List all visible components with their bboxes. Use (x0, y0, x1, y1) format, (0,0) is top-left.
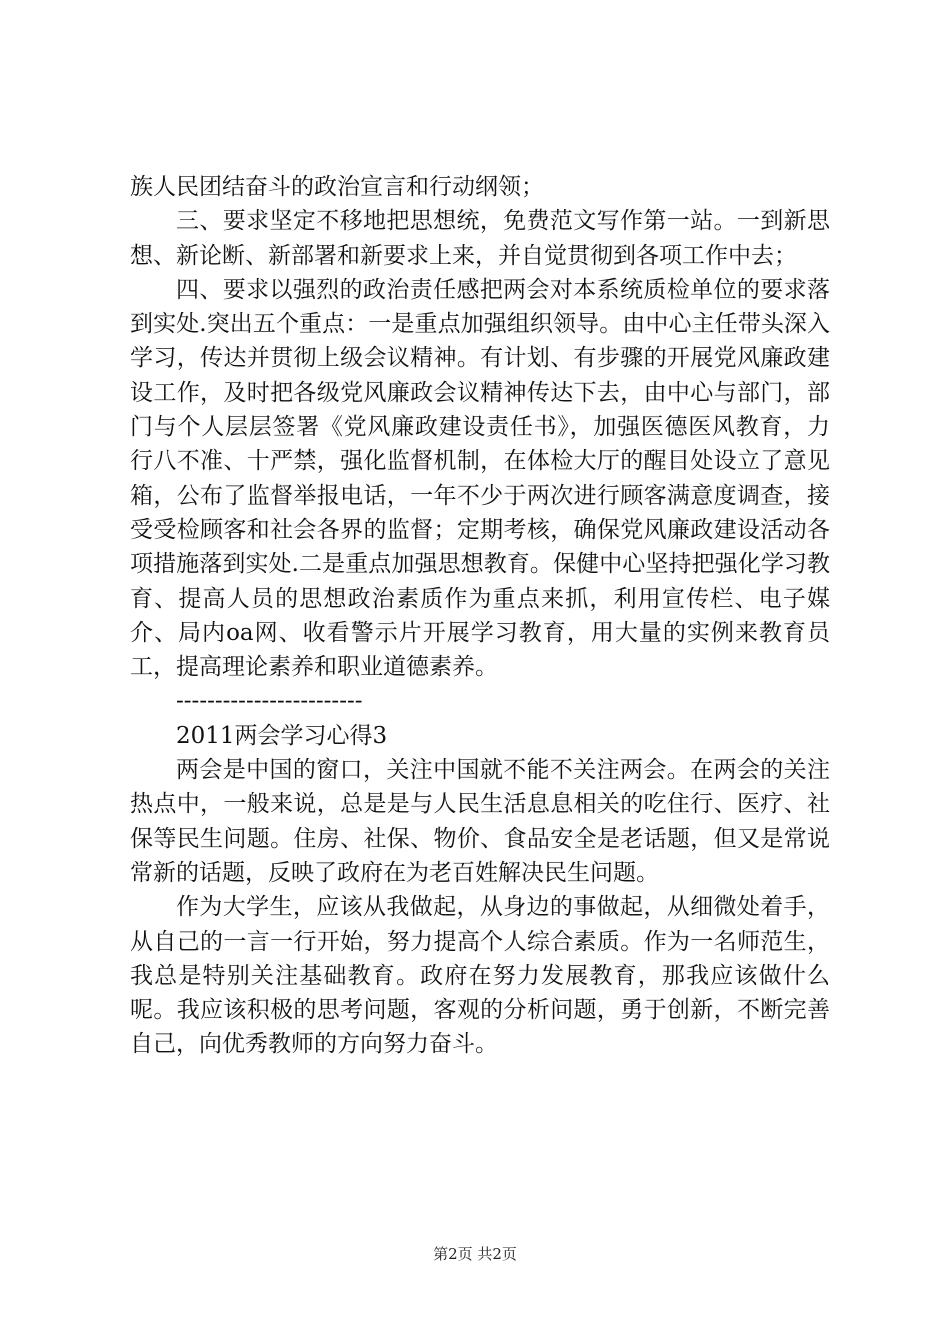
section-heading: 2011两会学习心得3 (176, 722, 388, 749)
section-separator: ------------------------ (176, 688, 363, 715)
page-number-footer: 第2页 共2页 (433, 1245, 517, 1263)
paragraph-student: 作为大学生，应该从我做起，从身边的事做起，从细微处着手，从自己的一言一行开始，努力提高个人综合素质。作为一名师范生，我总是特别关注基础教育。政府在努力发展教育，那我应该做什么呢。我应该积极的思考问题，客观的分析问题，勇于创新，不断完善自己，向优秀教师的方向努力奋斗。 (130, 894, 830, 1058)
paragraph-item-three: 三、要求坚定不移地把思想统，免费范文写作第一站。一到新思想、新论断、新部署和新要求上来，并自觉贯彻到各项工作中去； (130, 208, 830, 269)
document-body (130, 170, 830, 1062)
paragraph-item-four: 四、要求以强烈的政治责任感把两会对本系统质检单位的要求落到实处.突出五个重点：一是重点加强组织领导。由中心主任带头深入学习，传达并贯彻上级会议精神。有计划、有步骤的开展党风廉政建设工作，及时把各级党风廉政会议精神传达下去，由中心与部门，部门与个人层层签署《党风廉政建设责任书》，加强医德医风教育，力行八不准、十严禁，强化监督机制，在体检大厅的醒目处设立了意见箱，公布了监督举报电话，一年不少于两次进行顾客满意度调查，接受受检顾客和社会各界的监督；定期考核，确保党风廉政建设活动各项措施落到实处.二是重点加强思想教育。保健中心坚持把强化学习教育、提高人员的思想政治素质作为重点来抓，利用宣传栏、电子媒介、局内oa网、收看警示片开展学习教育，用大量的实例来教育员工，提高理论素养和职业道德素养。 (130, 276, 830, 681)
paragraph-two-sessions: 两会是中国的窗口，关注中国就不能不关注两会。在两会的关注热点中，一般来说，总是是与人民生活息息相关的吃住行、医疗、社保等民生问题。住房、社保、物价、食品安全是老话题，但又是常说常新的话题，反映了政府在为老百姓解决民生问题。 (130, 757, 830, 886)
paragraph-continuation: 族人民团结奋斗的政治宣言和行动纲领； (130, 174, 544, 200)
